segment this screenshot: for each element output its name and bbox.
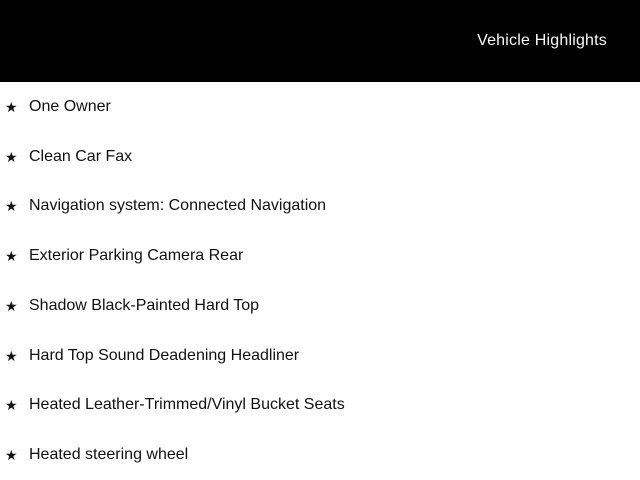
list-item — [0, 281, 640, 331]
list-item — [0, 231, 640, 281]
header-bar — [0, 0, 640, 82]
list-item — [0, 82, 640, 132]
list-item-label: Heated Leather-Trimmed/Vinyl Bucket Seats — [29, 396, 345, 414]
list-item-label: Exterior Parking Camera Rear — [29, 247, 244, 265]
star-icon: ★ — [5, 447, 18, 464]
list-item-label: Navigation system: Connected Navigation — [29, 197, 327, 215]
list-item — [0, 331, 640, 381]
star-icon: ★ — [5, 397, 18, 414]
list-item-label: One Owner — [29, 97, 111, 115]
list-item — [0, 132, 640, 182]
list-item-label: Heated steering wheel — [29, 446, 189, 464]
star-icon: ★ — [5, 98, 18, 115]
list-item — [0, 430, 640, 480]
highlights-list — [0, 82, 640, 480]
list-item-label: Hard Top Sound Deadening Headliner — [29, 346, 300, 364]
list-item — [0, 381, 640, 431]
star-icon: ★ — [5, 148, 18, 165]
page-title: Vehicle Highlights — [477, 32, 607, 49]
star-icon: ★ — [5, 198, 18, 215]
list-item-label: Clean Car Fax — [29, 147, 133, 165]
star-icon: ★ — [5, 297, 18, 314]
list-item — [0, 182, 640, 232]
star-icon: ★ — [5, 248, 18, 265]
star-icon: ★ — [5, 347, 18, 364]
list-item-label: Shadow Black-Painted Hard Top — [29, 296, 260, 314]
